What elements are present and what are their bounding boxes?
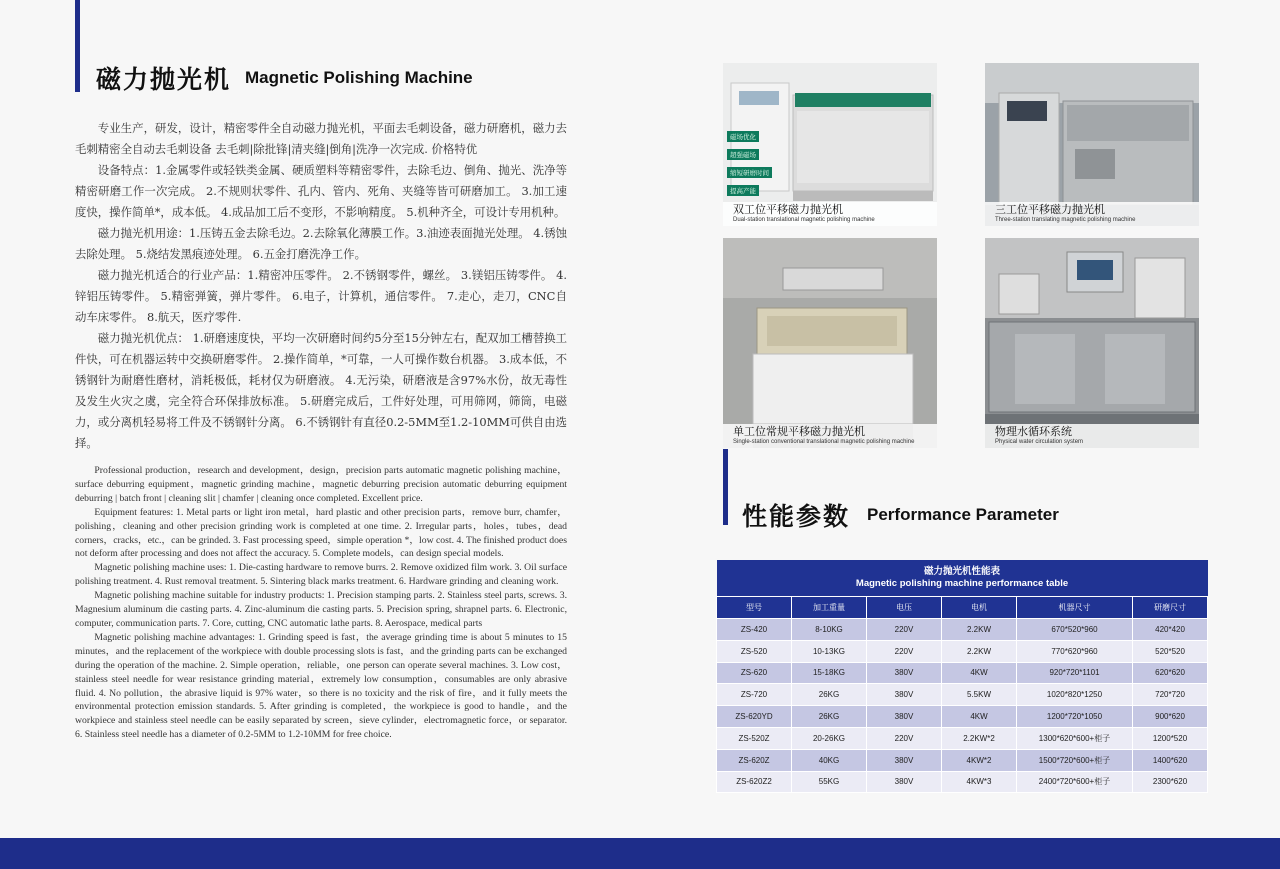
footer-bar [0,838,1280,869]
left-title-en: Magnetic Polishing Machine [245,68,473,87]
table-title-cn: 磁力抛光机性能表 [924,566,1001,577]
table-cell: 670*520*960 [1017,619,1133,641]
table-row [717,727,1208,749]
table-cell: 2300*620 [1133,771,1208,793]
table-title-en: Magnetic polishing machine performance table [855,578,1069,589]
en-paragraph: Magnetic polishing machine uses: 1. Die-casting hardware to remove burrs. 2. Remove oxidized film work. 3. Oil surface polishing treatment. 4. Rust removal treatment. 5. Sintering black marks treatment. 6. Hardware grinding and cleaning work. [75,562,567,588]
photo-caption [723,424,937,448]
table-cell: 1400*620 [1133,749,1208,771]
chinese-description [75,118,567,454]
table-cell: 1200*720*1050 [1017,706,1133,728]
table-cell: 770*620*960 [1017,640,1133,662]
table-cell: 4KW*3 [942,771,1017,793]
table-header-row [717,597,1208,619]
table-cell: 220V [867,727,942,749]
table-cell: ZS-720 [717,684,792,706]
cn-paragraph: 磁力抛光机适合的行业产品：1.精密冲压零件。 2.不锈钢零件，螺丝。 3.镁铝压铸零件。 4.锌铝压铸零件。 5.精密弹簧，弹片零件。 6.电子，计算机，通信零件。 7.走心，走刀，CNC自动车床零件。 8.航天，医疗零件. [75,268,567,324]
table-cell: 2.2KW [942,619,1017,641]
caption-en: Three-station translating magnetic polishing machine [995,217,1136,223]
caption-cn: 物理水循环系统 [995,425,1072,438]
left-title-cn: 磁力抛光机 [96,65,232,94]
caption-en: Physical water circulation system [995,439,1084,445]
table-cell: 20-26KG [792,727,867,749]
table-cell: 520*520 [1133,640,1208,662]
table-title [717,560,1208,597]
photo-feature-tag: 提高产能 [727,185,759,196]
table-cell: ZS-620YD [717,706,792,728]
table-cell: ZS-620Z [717,749,792,771]
caption-en: Single-station conventional translational magnetic polishing machine [733,439,915,445]
table-cell: 380V [867,684,942,706]
table-cell: 2400*720*600+柜子 [1017,771,1133,793]
en-paragraph: Professional production，research and development，design，precision parts automatic magnetic polishing machine，surface deburring equipment，magnetic grinding machine，magnetic deburring precision automatic deburring equipment deburring | batch front | cleaning slit | chamfer | cleaning once completed. Excellent price. [75,465,567,504]
table-cell: 220V [867,619,942,641]
table-cell: ZS-420 [717,619,792,641]
table-row [717,771,1208,793]
en-paragraph: Equipment features: 1. Metal parts or light iron metal，hard plastic and other precision parts，remove burr, chamfer，polishing，cleaning and other precision grinding work is completed at one time. 2. Irregular parts，holes，tubes，dead corners，cracks，etc.，can be grinded. 3. Fast processing speed，simple operation *，low cost. 4. The finished product does not deform after processing and does not affect the accuracy. 5. Complete models，can design special models. [75,506,567,560]
table-cell: 620*620 [1133,662,1208,684]
table-cell: 1500*720*600+柜子 [1017,749,1133,771]
photo-water-circulation [985,238,1199,448]
table-cell: ZS-620 [717,662,792,684]
table-cell: 420*420 [1133,619,1208,641]
right-title-en: Performance Parameter [867,505,1059,524]
right-accent-bar [723,449,728,525]
photo-caption [985,424,1199,448]
table-cell: 2.2KW [942,640,1017,662]
right-title-cn: 性能参数 [742,502,851,531]
water-circulation-system-image [985,238,1199,448]
table-cell: 2.2KW*2 [942,727,1017,749]
table-body [717,619,1208,793]
table-row [717,684,1208,706]
cn-paragraph: 专业生产，研发，设计，精密零件全自动磁力抛光机，平面去毛刺设备，磁力研磨机，磁力去毛刺精密全自动去毛刺设备 去毛刺|除批锋|清夹缝|倒角|洗净一次完成. 价格特优 [75,121,567,156]
table-cell: 26KG [792,706,867,728]
table-cell: 380V [867,771,942,793]
table-cell: 10-13KG [792,640,867,662]
table-cell: 380V [867,706,942,728]
photo-dual-station [723,63,937,226]
table-header-cell: 机器尺寸 [1017,597,1133,619]
table-row [717,640,1208,662]
photo-feature-tag: 缩短研磨时间 [727,167,772,178]
table-row [717,706,1208,728]
photo-caption [723,202,937,226]
table-cell: 4KW*2 [942,749,1017,771]
table-cell: 8-10KG [792,619,867,641]
table-header-cell: 电机 [942,597,1017,619]
photo-feature-tag: 超强磁场 [727,149,759,160]
en-paragraph: Magnetic polishing machine suitable for industry products: 1. Precision stamping parts. 2. Stainless steel parts, screws. 3. Magnesium aluminum die casting parts. 4. Zinc-aluminum die casting parts. 5. Precision spring, shrapnel parts. 6. Electronic, computer, communication parts. 7. Core, cutting, CNC automatic lathe parts. 8. Aerospace, medical parts [75,590,567,629]
english-description [75,464,567,742]
table-cell: 220V [867,640,942,662]
photo-feature-tag: 磁场优化 [727,131,759,142]
table-cell: 15-18KG [792,662,867,684]
table-cell: 55KG [792,771,867,793]
left-top-accent-bar [75,0,80,92]
table-row [717,662,1208,684]
table-cell: 920*720*1101 [1017,662,1133,684]
table-cell: 380V [867,662,942,684]
table-cell: 1020*820*1250 [1017,684,1133,706]
table-cell: 720*720 [1133,684,1208,706]
table-cell: ZS-520 [717,640,792,662]
table-cell: 40KG [792,749,867,771]
photo-caption [985,202,1199,226]
table-cell: ZS-520Z [717,727,792,749]
table-cell: 5.5KW [942,684,1017,706]
performance-table [716,560,1208,793]
table-cell: 26KG [792,684,867,706]
table-header-cell: 电压 [867,597,942,619]
table-cell: 380V [867,749,942,771]
en-paragraph: Magnetic polishing machine advantages: 1. Grinding speed is fast，the average grinding time is about 5 minutes to 15 minutes，and the replacement of the workpiece with double processing slots is fast，and the grinding parts can be exchanged during the operation of the machine. 2. Simple operation，reliable，one person can operate several machines. 3. Low cost，stainless steel needle for wear resistance grinding material，extremely low consumption，consumables are only abrasive fluid. 4. No pollution，the abrasive liquid is 97% water，so there is no toxicity and the risk of fire，and it fully meets the environmental protection emission standards. 5. After grinding is completed，the workpiece is good to handle，and the workpiece and stainless steel needle can be easily separated by screen，sieve cylinder，electromagnetic force，or separator. 6. Stainless steel needle has a diameter of 0.2-5MM to 1.2-10MM for free choice. [75,631,567,741]
table-cell: 900*620 [1133,706,1208,728]
cn-paragraph: 磁力抛光机优点： 1.研磨速度快，平均一次研磨时间约5分至15分钟左右，配双加工槽替换工件快，可在机器运转中交换研磨零件。 2.操作简单，*可靠，一人可操作数台机器。 3.成本低，不锈钢针为耐磨性磨材，消耗极低，耗材仅为研磨液。 4.无污染，研磨液是含97%水份，故无毒性及发生火灾之虞，完全符合环保排放标准。 5.研磨完成后，工件好处理，可用筛网，筛筒，电磁力，或分离机轻易将工件及不锈钢针分离。 6.不锈钢针有直径0.2-5MM至1.2-10MM可供自由选择。 [75,331,567,450]
photo-three-station [985,63,1199,226]
table-row [717,749,1208,771]
table-cell: 1200*520 [1133,727,1208,749]
cn-paragraph: 设备特点：1.金属零件或轻铁类金属、硬质塑料等精密零件，去除毛边、倒角、抛光、洗净等精密研磨工作一次完成。 2.不规则状零件、孔内、管内、死角、夹缝等皆可研磨加工。 3.加工速度快，操作简单*，成本低。 4.成品加工后不变形，不影响精度。 5.机种齐全，可设计专用机种。 [75,163,567,219]
table-header-cell: 型号 [717,597,792,619]
table-header-cell: 加工重量 [792,597,867,619]
table-header-cell: 研磨尺寸 [1133,597,1208,619]
table-cell: 4KW [942,706,1017,728]
table-cell: 1300*620*600+柜子 [1017,727,1133,749]
caption-cn: 单工位常规平移磁力抛光机 [733,425,865,438]
table-cell: 4KW [942,662,1017,684]
table-row [717,619,1208,641]
caption-cn: 双工位平移磁力抛光机 [733,203,843,216]
photo-single-station [723,238,937,448]
caption-cn: 三工位平移磁力抛光机 [995,203,1105,216]
cn-paragraph: 磁力抛光机用途：1.压铸五金去除毛边。2.去除氧化薄膜工作。3.油迹表面抛光处理。 4.锈蚀去除处理。 5.烧结发黑痕迹处理。 6.五金打磨洗净工作。 [75,226,567,261]
table-cell: ZS-620Z2 [717,771,792,793]
single-station-machine-image [723,238,937,448]
caption-en: Dual-station translational magnetic polishing machine [733,217,875,223]
